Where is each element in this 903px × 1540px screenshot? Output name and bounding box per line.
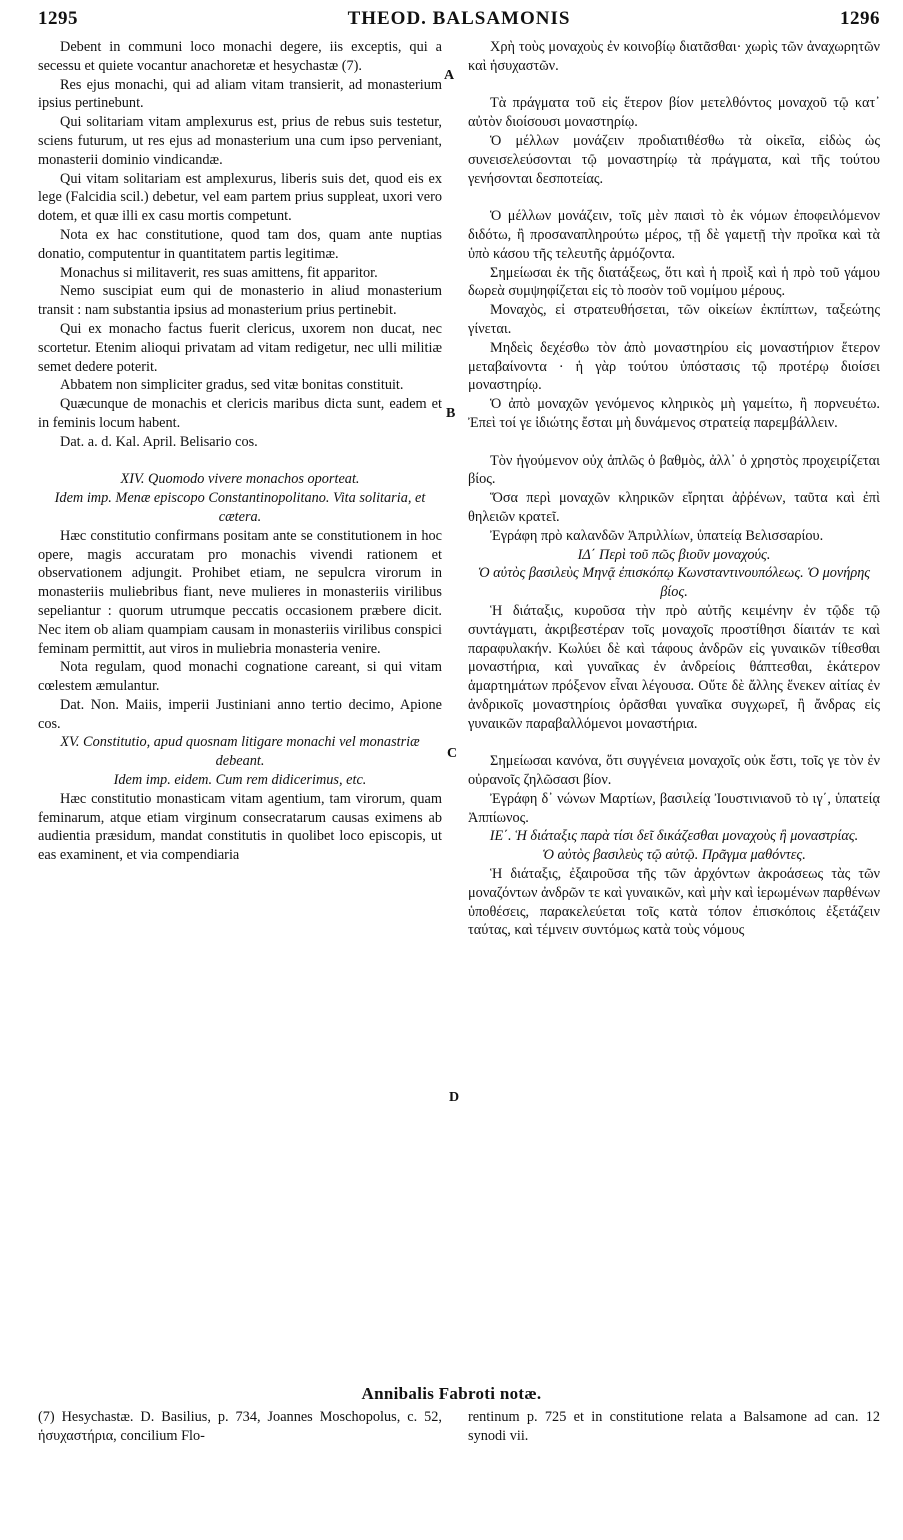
margin-letter-d: D [449, 1090, 460, 1105]
section-15-title-greek: ΙΕ΄. Ἡ διάταξις παρὰ τίσι δεῖ δικάζεσθαι μοναχοὺς ἢ μοναστρίας. [489, 828, 859, 845]
greek-paragraph: Τὸν ἡγούμενον οὐχ ἁπλῶς ὁ βαθμὸς, ἀλλ᾽ ὁ χρηστὸς προχειρίζεται βίος. [468, 452, 880, 488]
latin-paragraph: Nota ex hac constitutione, quod tam dos, quam ante nuptias donatio, computentur in quantitatem partis legitimæ. [38, 226, 442, 262]
footnote-right [468, 1408, 880, 1446]
latin-column [38, 38, 442, 865]
latin-paragraph: Dat. Non. Maiis, imperii Justiniani anno tertio decimo, Apione cos. [38, 696, 442, 732]
page-header [38, 8, 880, 34]
latin-paragraph: Hæc constitutio confirmans positam ante se constitutionem in hoc opere, magis accuratam pro monachis vivendi rationem et observationem adjungit. Prohibet etiam, ne sepulcra virorum in monasteriis muliebribus fiant, neve mulieres in monasteriis virilibus sepeliantur : quorum utrumque peccatis occasionem præbere dicit. Nec item ob aliam quampiam causam in monasteriis virilibus conspici feminam permittit, aut viros in muliebria monasteria venire. [38, 527, 442, 657]
footnote-text: rentinum p. 725 et in constitutione relata a Balsamone ad can. 12 synodi vii. [468, 1409, 880, 1444]
latin-paragraph: Debent in communi loco monachi degere, iis exceptis, qui a secessu et quiete vocantur anachoretæ et hesychastæ (7). [38, 39, 442, 74]
greek-paragraph: Ὁ μέλλων μονάζειν, τοῖς μὲν παισὶ τὸ ἐκ νόμων ἐποφειλόμενον διδότω, ἢ προσαναπληρούτω μέρος, τῇ δὲ γαμετῇ τὴν προῖκα καὶ τὰ ὑπὸ κάσου τῆς τελευτῆς ἁρμόζοντα. [468, 208, 880, 262]
greek-paragraph: Χρὴ τοὺς μοναχοὺς ἐν κοινοβίῳ διατᾶσθαι· χωρὶς τῶν ἀναχωρητῶν καὶ ἡσυχαστῶν. [468, 39, 880, 74]
latin-paragraph: Nota regulam, quod monachi cognatione careant, si qui vitam cœlestem æmulantur. [38, 659, 442, 695]
latin-paragraph: Res ejus monachi, qui ad aliam vitam transierit, ad monasterium ipsius pertinebunt. [38, 76, 442, 112]
page-number-left: 1295 [38, 8, 78, 29]
section-15-subtitle-greek: Ὁ αὐτὸς βασιλεὺς τῷ αὐτῷ. Πρᾶγμα μαθόντες. [542, 847, 806, 864]
latin-paragraph: Qui ex monacho factus fuerit clericus, uxorem non ducat, nec scortetur. Etenim alioqui privatam ad vitam redigetur, nec ulli militiæ semet dedere poterit. [38, 320, 442, 375]
section-15-title-latin: XV. Constitutio, apud quosnam litigare monachi vel monastriæ debeant. [60, 734, 420, 770]
latin-paragraph: Qui solitariam vitam amplexurus est, prius de rebus suis testetur, sciens futurum, ut res ejus ad monasterium una cum ipso perveniant, monasterii dominio vindicandæ. [38, 114, 442, 168]
greek-paragraph: Μοναχὸς, εἰ στρατευθήσεται, τῶν οἰκείων ἐκπίπτων, ταξεώτης γίνεται. [468, 302, 880, 337]
notes-title: Annibalis Fabroti notæ. [361, 1384, 542, 1403]
greek-column [468, 38, 880, 940]
greek-paragraph: Ἡ διάταξις, ἐξαιροῦσα τῆς τῶν ἀρχόντων ἀκροάσεως τὰς τῶν μοναζόντων ἀνδρῶν τε καὶ γυναικῶν, καὶ μὴν καὶ ἱερωμένων παρθένων ὑποθέσεις, παρακελεύεται τοῖς κατὰ τόπον ἐπισκόποις ἐξετάζειν ταύτας, καὶ τέμνειν συντόμως κατὰ τοὺς νόμους [468, 866, 880, 939]
latin-paragraph: Qui vitam solitariam est amplexurus, liberis suis det, quod eis ex lege (Falcidia scil.) debetur, vel eam partem prius suppleat, uxori vero dotem, et quæ illi ex casu mortis competunt. [38, 170, 442, 225]
section-14-subtitle-latin: Idem imp. Menæ episcopo Constantinopolitano. Vita solitaria, et cætera. [54, 490, 426, 525]
greek-paragraph: Μηδεὶς δεχέσθω τὸν ἀπὸ μοναστηρίου εἰς μοναστήριον ἕτερον μεταβαίνοντα · ἡ γὰρ τούτου ὑπόστασις τῷ προτέρῳ διοίσει μοναστηρίῳ. [468, 339, 880, 394]
margin-letter-a: A [444, 68, 455, 83]
greek-paragraph: Ὅσα περὶ μοναχῶν κληρικῶν εἴρηται ἀῤῥένων, ταῦτα καὶ ἐπὶ θηλειῶν κρατεῖ. [468, 490, 880, 525]
footnote-left [38, 1408, 442, 1446]
margin-letter-c: C [447, 746, 458, 761]
greek-paragraph: Ὁ ἀπὸ μοναχῶν γενόμενος κληρικὸς μὴ γαμείτω, ἢ πορνευέτω. Ἐπεὶ τοί γε ἰδιώτης ἔσται μὴ δυνάμενος στρατείᾳ παρεμβάλλειν. [468, 396, 880, 431]
footnote-text: (7) Hesychastæ. D. Basilius, p. 734, Joannes Moschopolus, c. 52, ἡσυχαστήρια, concilium Flo- [38, 1409, 442, 1444]
latin-paragraph: Hæc constitutio monasticam vitam agentium, tam virorum, quam feminarum, atque etiam virginum consecratarum causas eximens ab audientia præsidum, mandat constitutis in quolibet loco episcopis, ut eas examinent, et via compendiaria [38, 790, 442, 864]
greek-paragraph: Ἐγράφη δ᾽ νώνων Μαρτίων, βασιλείᾳ Ἰουστινιανοῦ τὸ ιγ΄, ὑπατείᾳ Ἀππίωνος. [468, 790, 880, 826]
latin-paragraph: Nemo suscipiat eum qui de monasterio in aliud monasterium transit : nam substantia ipsius ad monasterium prius pertinebit. [38, 283, 442, 319]
greek-paragraph: Ὁ μέλλων μονάζειν προδιατιθέσθω τὰ οἰκεῖα, εἰδὼς ὡς συνεισελεύσονται τῷ μοναστηρίῳ τὰ πράγματα, καὶ τῆς τούτου γενήσονται δεσποτείας. [468, 132, 880, 187]
section-14-title-greek: ΙΔ΄ Περὶ τοῦ πῶς βιοῦν μοναχούς. [577, 546, 771, 563]
latin-paragraph: Dat. a. d. Kal. April. Belisario cos. [60, 433, 258, 450]
greek-paragraph: Σημείωσαι κανόνα, ὅτι συγγένεια μοναχοῖς οὐκ ἔστι, τοῖς γε τὸν ἐν οὐρανοῖς ζηλῶσασι βίον. [468, 753, 880, 789]
greek-paragraph: Σημείωσαι ἐκ τῆς διατάξεως, ὅτι καὶ ἡ προὶξ καὶ ἡ πρὸ τοῦ γάμου δωρεὰ συμψηφίζεται εἰς τὸ ποσὸν τοῦ νομίμου μέρους. [468, 264, 880, 300]
running-title: THEOD. BALSAMONIS [347, 8, 571, 29]
page-number-right: 1296 [840, 8, 880, 29]
latin-paragraph: Abbatem non simpliciter gradus, sed vitæ bonitas constituit. [60, 377, 404, 394]
section-15-subtitle-latin: Idem imp. eidem. Cum rem didicerimus, etc. [113, 772, 367, 789]
greek-paragraph: Ἐγράφη πρὸ καλανδῶν Ἀπριλλίων, ὑπατείᾳ Βελισσαρίου. [490, 527, 824, 544]
greek-paragraph: Τὰ πράγματα τοῦ εἰς ἕτερον βίον μετελθόντος μοναχοῦ τῷ κατ᾽ αὐτὸν διοίσουσι μοναστηρίῳ. [468, 95, 880, 131]
latin-paragraph: Monachus si militaverit, res suas amittens, fit apparitor. [60, 264, 378, 281]
section-14-subtitle-greek: Ὁ αὐτὸς βασιλεὺς Μηνᾷ ἐπισκόπῳ Κωνσταντινουπόλεως. Ὁ μονήρης βίος. [477, 565, 871, 601]
greek-paragraph: Ἡ διάταξις, κυροῦσα τὴν πρὸ αὐτῆς κειμένην ἐν τῷδε τῷ συντάγματι, ἀκριβεστέραν τοῖς μοναχοῖς προστίθησι δίαιτάν τε καὶ παραφυλακήν. Κωλύει δὲ καὶ τάφους ἀνδρῶν εἰς γυναικῶν τίθεσθαι μοναστήρια, καὶ γυναῖκας ἐν ἀνδρείοις θάπτεσθαι, ἑκάτερον ἁμαρτημάτων πρόξενον εἶναι λέγουσα. Οὔτε δὲ ἄλλης ἕνεκεν αἰτίας ἐν ἀνδρικοῖς μοναστηρίοις ὁρᾶσθαι γυναῖκα συγχωρεῖ, ἢ ἄνδρας εἰς γυναικῶν παραβαλλόμενοι μοναστήρια. [468, 602, 880, 732]
latin-paragraph: Quæcunque de monachis et clericis maribus dicta sunt, eadem et in feminis locum habent. [38, 396, 442, 431]
margin-letter-b: B [446, 406, 456, 421]
section-14-title-latin: XIV. Quomodo vivere monachos oporteat. [120, 471, 360, 488]
